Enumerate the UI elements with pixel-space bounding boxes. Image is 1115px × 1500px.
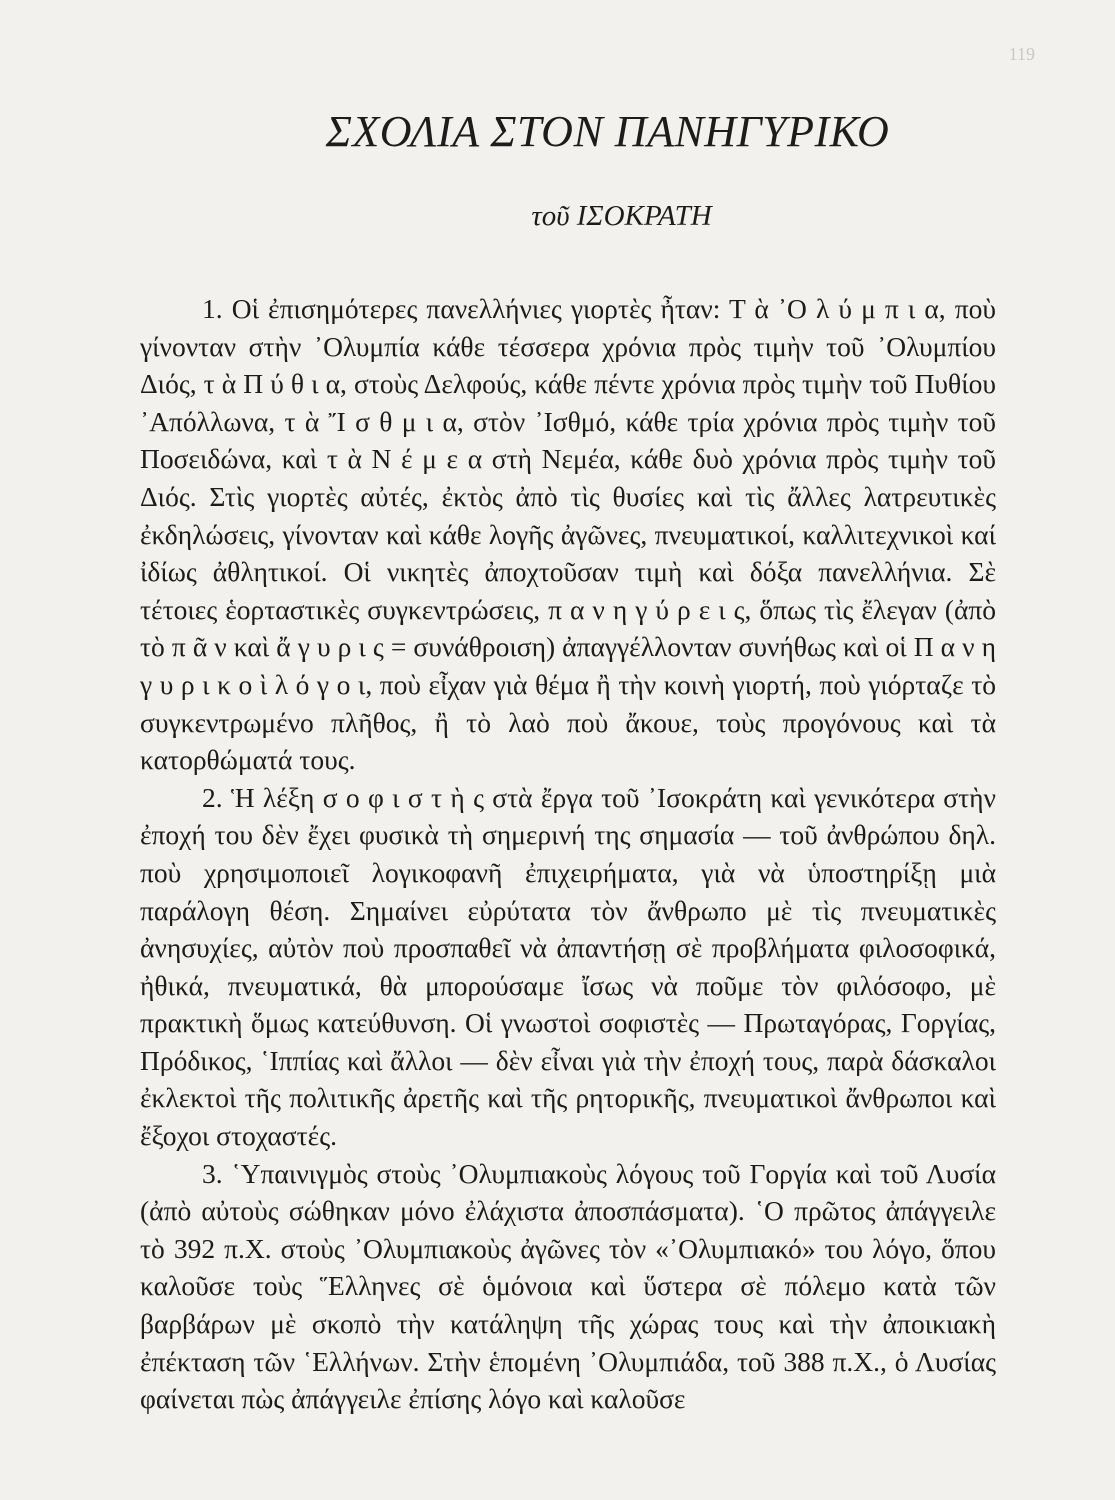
page-subtitle: τοῦ ΙΣΟΚΡΑΤΗ	[531, 200, 712, 232]
note-2: 2. Ἡ λέξη σ ο φ ι σ τ ὴ ς στὰ ἔργα τοῦ ᾿Ισοκράτη καὶ γενικότερα στὴν ἐποχή του δὲν ἔχει φυσικὰ τὴ σημερινή της σημασία — τοῦ ἀνθρώπου δηλ. ποὺ χρησιμοποιεῖ λογικοφανῆ ἐπιχειρήματα, γιὰ νὰ ὑποστηρίξῃ μιὰ παράλογη θέση. Σημαίνει εὐρύτατα τὸν ἄνθρωπο μὲ τὶς πνευματικὲς ἀνησυχίες, αὐτὸν ποὺ προσπαθεῖ νὰ ἀπαντήσῃ σὲ προβλήματα φιλοσοφικά, ἠθικά, πνευματικά, θὰ μπορούσαμε ἴσως νὰ ποῦμε τὸν φιλόσοφο, μὲ πρακτικὴ ὅμως κατεύθυνση. Οἱ γνωστοὶ σοφιστὲς — Πρωταγόρας, Γοργίας, Πρόδικος, ῾Ιππίας καὶ ἄλλοι — δὲν εἶναι γιὰ τὴν ἐποχή τους, παρὰ δάσκαλοι ἐκλεκτοὶ τῆς πολιτικῆς ἀρετῆς καὶ τῆς ρητορικῆς, πνευματικοὶ ἄνθρωποι καὶ ἔξοχοι στοχαστές.	[140, 781, 996, 1152]
note-1: 1. Οἱ ἐπισημότερες πανελλήνιες γιορτὲς ἦταν: Τ ὰ ᾿Ο λ ύ μ π ι α, ποὺ γίνονταν στὴν ᾿Ολυμπία κάθε τέσσερα χρόνια πρὸς τιμὴν τοῦ ᾿Ολυμπίου Διός, τ ὰ Π ύ θ ι α, στοὺς Δελφούς, κάθε πέντε χρόνια πρὸς τιμὴν τοῦ Πυθίου ᾿Απόλλωνα, τ ὰ Ἴ σ θ μ ι α, στὸν ᾿Ισθμό, κάθε τρία χρόνια πρὸς τιμὴν τοῦ Ποσειδώνα, καὶ τ ὰ Ν έ μ ε α στὴ Νεμέα, κάθε δυὸ χρόνια πρὸς τιμὴν τοῦ Διός. Στὶς γιορτὲς αὐτές, ἐκτὸς ἀπὸ τὶς θυσίες καὶ τὶς ἄλλες λατρευτικὲς ἐκδηλώσεις, γίνονταν καὶ κάθε λογῆς ἀγῶνες, πνευματικοί, καλλιτεχνικοὶ καί ἰδίως ἀθλητικοί. Οἱ νικητὲς ἀποχτοῦσαν τιμὴ καὶ δόξα πανελλήνια. Σὲ τέτοιες ἑορταστικὲς συγκεντρώσεις, π α ν η γ ύ ρ ε ι ς, ὅπως τὶς ἔλεγαν (ἀπὸ τὸ π ᾶ ν καὶ ἄ γ υ ρ ι ς = συνάθροιση) ἀπαγγέλλονταν συνήθως καὶ οἱ Π α ν η γ υ ρ ι κ ο ὶ λ ό γ ο ι, ποὺ εἶχαν γιὰ θέμα ἢ τὴν κοινὴ γιορτή, ποὺ γιόρταζε τὸ συγκεντρωμένο πλῆθος, ἢ τὸ λαὸ ποὺ ἄκουε, τοὺς προγόνους καὶ τὰ κατορθώματά τους.	[140, 293, 996, 776]
page-number: 119	[1008, 44, 1035, 64]
notes-body	[140, 290, 996, 1418]
page-title: ΣΧΟΛΙΑ ΣΤΟΝ ΠΑΝΗΓΥΡΙΚΟ	[325, 107, 890, 156]
note-3: 3. ῾Υπαινιγμὸς στοὺς ᾿Ολυμπιακοὺς λόγους τοῦ Γοργία καὶ τοῦ Λυσία (ἀπὸ αὐτοὺς σώθηκαν μόνο ἐλάχιστα ἀποσπάσματα). ῾Ο πρῶτος ἀπάγγειλε τὸ 392 π.Χ. στοὺς ᾿Ολυμπιακοὺς ἀγῶνες τὸν «᾿Ολυμπιακό» του λόγο, ὅπου καλοῦσε τοὺς Ἕλληνες σὲ ὁμόνοια καὶ ὕστερα σὲ πόλεμο κατὰ τῶν βαρβάρων μὲ σκοπὸ τὴν κατάληψη τῆς χώρας τους καὶ τὴν ἀποικιακὴ ἐπέκταση τῶν ῾Ελλήνων. Στὴν ἑπομένη ᾿Ολυμπιάδα, τοῦ 388 π.Χ., ὁ Λυσίας φαίνεται πὼς ἀπάγγειλε ἐπίσης λόγο καὶ καλοῦσε	[140, 1157, 996, 1415]
